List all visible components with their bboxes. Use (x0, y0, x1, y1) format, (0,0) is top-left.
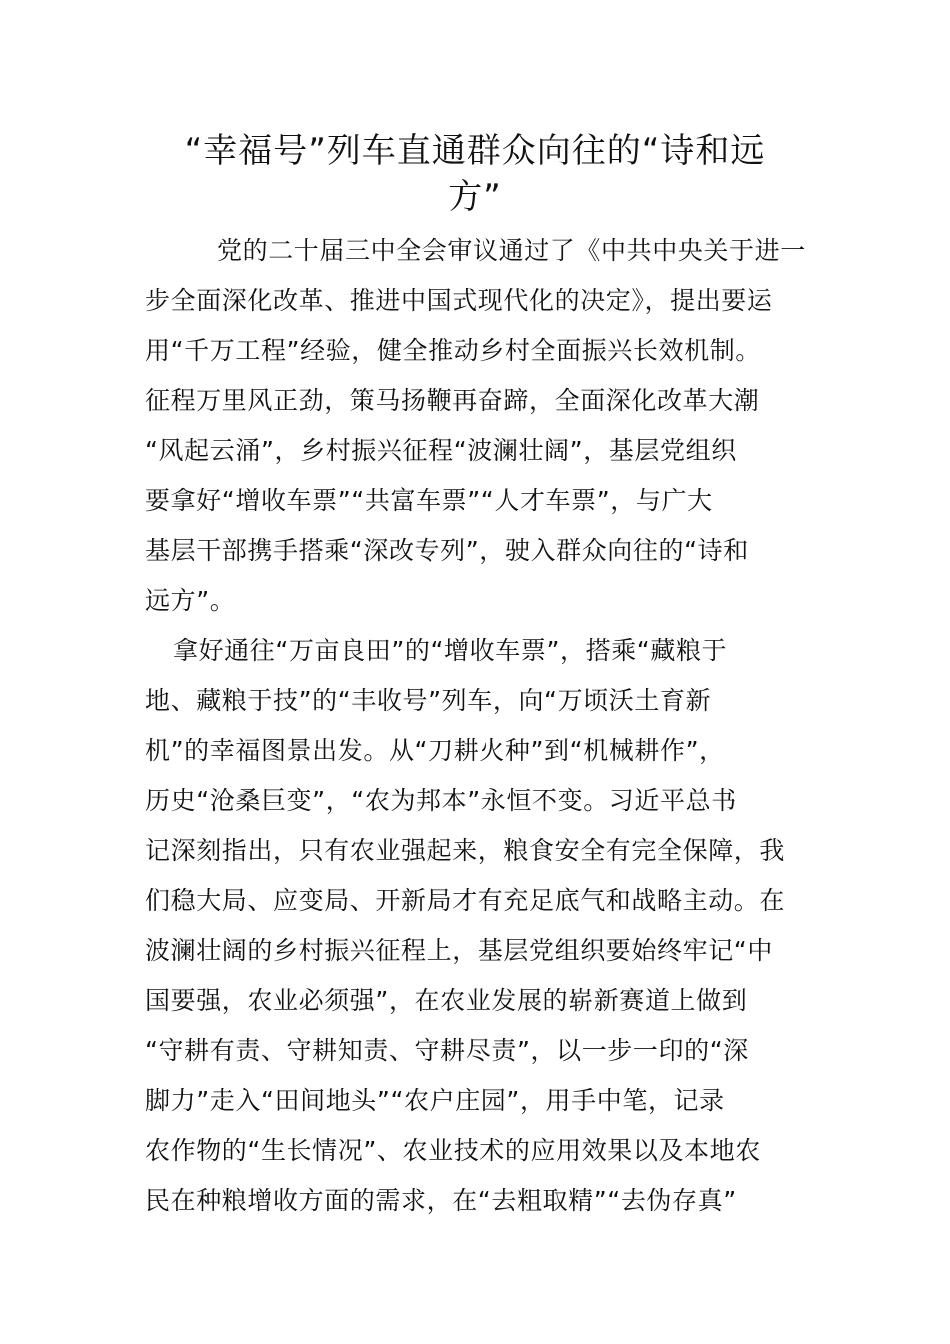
document-title (145, 128, 805, 220)
paragraph-line: 们稳大局、应变局、开新局才有充足底气和战略主动。在 (145, 886, 786, 915)
paragraph-line: 民在种粮增收方面的需求，在“去粗取精”“去伪存真” (145, 1186, 737, 1215)
paragraph-line: 远方”。 (145, 586, 236, 615)
paragraph-line: “守耕有责、守耕知责、守耕尽责”，以一步一印的“深 (145, 1036, 749, 1065)
paragraph-line: 党的二十届三中全会审议通过了《中共中央关于进一 (217, 236, 806, 265)
paragraph-line: 国要强，农业必须强”，在农业发展的崭新赛道上做到 (145, 986, 748, 1015)
title-line-2: 方” (448, 177, 502, 217)
document-body (145, 226, 810, 1226)
paragraph-line: 农作物的“生长情况”、农业技术的应用效果以及本地农 (145, 1136, 761, 1165)
paragraph-line: 拿好通往“万亩良田”的“增收车票”，搭乘“藏粮于 (173, 636, 728, 665)
paragraph-line: 用“千万工程”经验，健全推动乡村全面振兴长效机制。 (145, 336, 761, 365)
paragraph-line: 步全面深化改革、推进中国式现代化的决定》，提出要运 (145, 286, 773, 315)
paragraph-line: 要拿好“增收车票”“共富车票”“人才车票”，与广大 (145, 486, 713, 515)
paragraph-line: 征程万里风正劲，策马扬鞭再奋蹄，全面深化改革大潮 (145, 386, 760, 415)
paragraph-line: 历史“沧桑巨变”，“农为邦本”永恒不变。习近平总书 (145, 786, 737, 815)
paragraph-line: 地、藏粮于技”的“丰收号”列车，向“万顷沃土育新 (145, 686, 712, 715)
paragraph-line: 基层干部携手搭乘“深改专列”，驶入群众向往的“诗和 (145, 536, 749, 565)
paragraph-line: 记深刻指出，只有农业强起来，粮食安全有完全保障，我 (145, 836, 786, 865)
paragraph-1 (145, 226, 810, 626)
title-line-1: “幸福号”列车直通群众向往的“诗和远 (184, 131, 766, 171)
paragraph-line: 波澜壮阔的乡村振兴征程上，基层党组织要始终牢记“中 (145, 936, 773, 965)
paragraph-line: “风起云涌”，乡村振兴征程“波澜壮阔”，基层党组织 (145, 436, 737, 465)
paragraph-line: 机”的幸福图景出发。从“刀耕火种”到“机械耕作”， (145, 736, 725, 765)
paragraph-2 (145, 626, 810, 1226)
paragraph-line: 脚力”走入“田间地头”“农户庄园”，用手中笔，记录 (145, 1086, 725, 1115)
